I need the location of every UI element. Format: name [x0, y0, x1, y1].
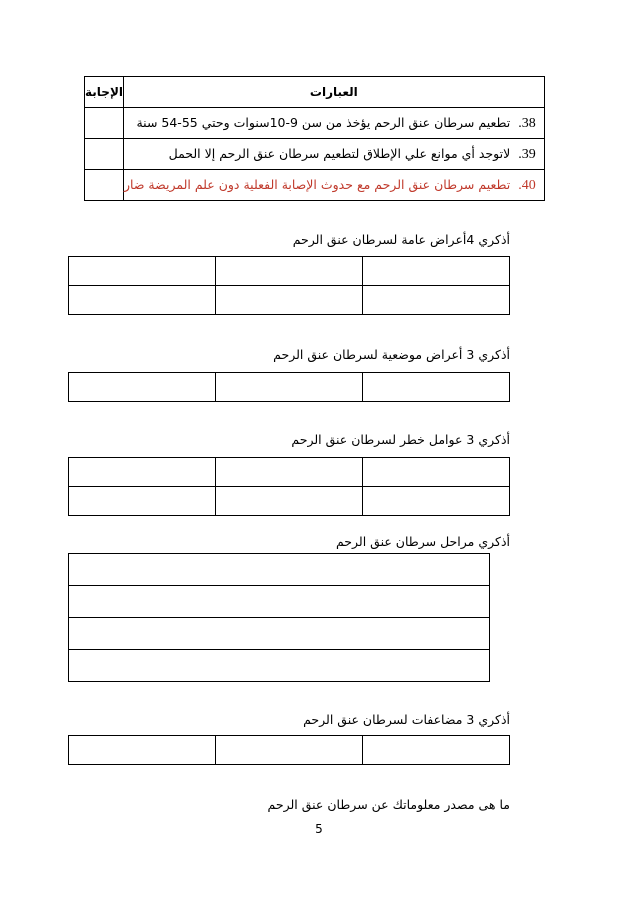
statement-text: تطعيم سرطان عنق الرحم مع حدوث الإصابة الفعلية دون علم المريضة ضار [124, 176, 511, 192]
answer-cell[interactable] [363, 487, 510, 516]
answer-cell[interactable] [69, 487, 216, 516]
table-row [85, 108, 545, 139]
table-row [69, 586, 490, 618]
answer-cell[interactable] [216, 736, 363, 765]
statement-cell [124, 139, 545, 170]
answer-cell[interactable] [216, 373, 363, 402]
table-row [69, 736, 510, 765]
answer-cell[interactable] [69, 286, 216, 315]
table-row [85, 170, 545, 201]
answer-grid-complications [68, 735, 510, 765]
answer-cell[interactable] [363, 736, 510, 765]
table-row [69, 458, 510, 487]
answer-cell[interactable] [363, 286, 510, 315]
answer-grid-local-symptoms [68, 372, 510, 402]
statements-table [84, 76, 545, 201]
answer-cell[interactable] [85, 139, 124, 170]
table-row [69, 487, 510, 516]
table-header-row [85, 77, 545, 108]
table-row [69, 257, 510, 286]
answer-cell[interactable] [363, 458, 510, 487]
answer-cell[interactable] [69, 554, 490, 586]
answer-cell[interactable] [69, 373, 216, 402]
table-row [69, 286, 510, 315]
answer-cell[interactable] [85, 170, 124, 201]
answer-grid-risk-factors [68, 457, 510, 516]
statement-text: لاتوجد أي موانع علي الإطلاق لتطعيم سرطان عنق الرحم إلا الحمل [168, 145, 511, 161]
table-row [69, 554, 490, 586]
question-local-symptoms: أذكري 3 أعراض موضعية لسرطان عنق الرحم [273, 347, 510, 362]
answer-cell[interactable] [69, 257, 216, 286]
header-answer: الإجابة [85, 77, 124, 108]
answer-cell[interactable] [363, 257, 510, 286]
question-stages: أذكري مراحل سرطان عنق الرحم [335, 534, 510, 549]
answer-cell[interactable] [216, 458, 363, 487]
statement-text: تطعيم سرطان عنق الرحم يؤخذ من سن 9-10سنوات وحتي 55-54 سنة [136, 114, 511, 130]
question-risk-factors: أذكري 3 عوامل خطر لسرطان عنق الرحم [291, 432, 510, 447]
page-number: 5 [315, 822, 323, 836]
answer-cell[interactable] [216, 257, 363, 286]
answer-cell[interactable] [69, 458, 216, 487]
answer-cell[interactable] [216, 487, 363, 516]
answer-cell[interactable] [69, 586, 490, 618]
table-row [69, 650, 490, 682]
statement-number: 39. [518, 146, 536, 162]
answer-cell[interactable] [216, 286, 363, 315]
answer-grid-stages [68, 553, 490, 682]
header-statements: العبارات [124, 77, 545, 108]
table-row [69, 618, 490, 650]
question-complications: أذكري 3 مضاعفات لسرطان عنق الرحم [303, 712, 510, 727]
answer-cell[interactable] [85, 108, 124, 139]
answer-cell[interactable] [69, 736, 216, 765]
table-row [69, 373, 510, 402]
table-row [85, 139, 545, 170]
statement-cell [124, 170, 545, 201]
statement-cell [124, 108, 545, 139]
answer-cell[interactable] [69, 650, 490, 682]
answer-grid-general-symptoms [68, 256, 510, 315]
answer-cell[interactable] [69, 618, 490, 650]
statement-number: 40. [518, 177, 536, 193]
question-information-source: ما هى مصدر معلوماتك عن سرطان عنق الرحم [267, 797, 510, 812]
statement-number: 38. [518, 115, 536, 131]
question-general-symptoms: أذكري 4أعراض عامة لسرطان عنق الرحم [292, 232, 510, 247]
answer-cell[interactable] [363, 373, 510, 402]
